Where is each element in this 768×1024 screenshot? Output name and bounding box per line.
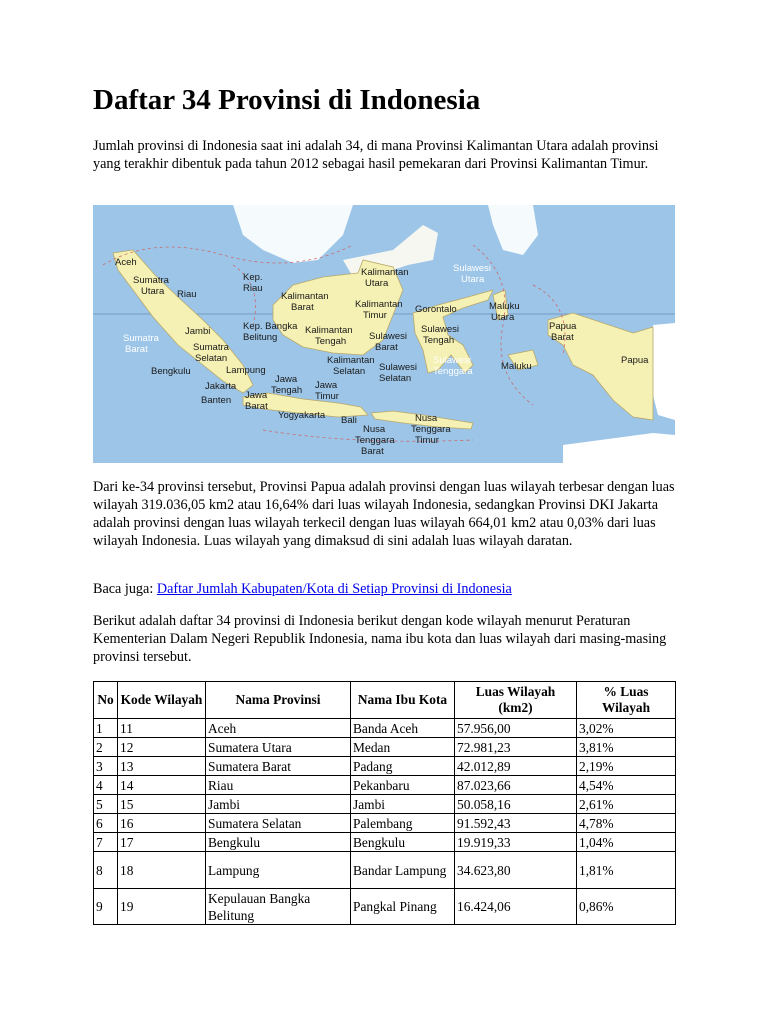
map-label-jabar: Jawa (245, 390, 268, 401)
cell-kode: 14 (118, 776, 206, 795)
cell-persen: 3,02% (577, 719, 676, 738)
cell-persen: 4,54% (577, 776, 676, 795)
map-label-ntb: Tenggara (355, 435, 395, 446)
map-label-aceh: Aceh (115, 257, 137, 268)
cell-nama: Jambi (206, 795, 351, 814)
cell-persen: 0,86% (577, 889, 676, 925)
map-label-ntt: Timur (415, 435, 439, 446)
map-label-ntb: Nusa (363, 424, 386, 435)
cell-luas: 57.956,00 (455, 719, 577, 738)
cell-persen: 1,04% (577, 833, 676, 852)
see-also-link[interactable]: Daftar Jumlah Kabupaten/Kota di Setiap Provinsi di Indonesia (156, 581, 512, 597)
header-kode: Kode Wilayah (118, 682, 206, 719)
cell-nama: Aceh (206, 719, 351, 738)
table-row (94, 889, 676, 925)
cell-kode: 17 (118, 833, 206, 852)
map-label-sumsel: Sumatra (193, 342, 229, 353)
map-label-kalteng: Kalimantan (305, 325, 353, 336)
map-label-kaltim: Timur (363, 310, 387, 321)
cell-luas: 16.424,06 (455, 889, 577, 925)
map-label-sultra: Sulawesi (433, 355, 472, 366)
map-label-riau: Riau (177, 289, 197, 300)
cell-no: 1 (94, 719, 118, 738)
table-header-row (94, 682, 676, 719)
map-label-sulut: Utara (461, 274, 485, 285)
map-label-kalbar: Barat (291, 302, 314, 313)
cell-no: 4 (94, 776, 118, 795)
map-label-sulbar: Barat (375, 342, 398, 353)
cell-no: 8 (94, 852, 118, 889)
cell-kode: 13 (118, 757, 206, 776)
map-label-malut: Utara (491, 312, 515, 323)
cell-ibukota: Pangkal Pinang (351, 889, 455, 925)
map-label-sumbar: Sumatra (123, 333, 159, 344)
cell-kode: 16 (118, 814, 206, 833)
area-paragraph: Dari ke-34 provinsi tersebut, Provinsi Papua adalah provinsi dengan luas wilayah terbesar dengan luas wilayah 319.036,05 km2 atau 16,64% dari luas wilayah Indonesia, sedangkan Provinsi DKI Jakarta adalah provinsi dengan luas wilayah terkecil dengan luas wilayah 664,01 km2 atau 0,03% dari luas wilayah Indonesia. Luas wilayah yang dimaksud di sini adalah luas wilayah daratan. (93, 479, 675, 549)
cell-ibukota: Palembang (351, 814, 455, 833)
map-label-maluku: Maluku (501, 361, 532, 372)
table-row (94, 757, 676, 776)
cell-persen: 3,81% (577, 738, 676, 757)
map-label-lampung: Lampung (226, 365, 266, 376)
page-title: Daftar 34 Provinsi di Indonesia (93, 84, 481, 116)
cell-ibukota: Pekanbaru (351, 776, 455, 795)
map-label-banten: Banten (201, 395, 232, 406)
cell-no: 7 (94, 833, 118, 852)
map-label-sulbar: Sulawesi (369, 331, 408, 342)
map-label-kaltim: Kalimantan (355, 299, 403, 310)
map-label-kalteng: Tengah (315, 336, 347, 347)
table-row (94, 719, 676, 738)
map-label-bengkulu: Bengkulu (151, 366, 191, 377)
map-label-kalbar: Kalimantan (281, 291, 329, 302)
indonesia-province-map (93, 205, 675, 463)
map-label-bali: Bali (341, 415, 357, 426)
cell-luas: 87.023,66 (455, 776, 577, 795)
map-label-ntb: Barat (361, 446, 384, 457)
cell-kode: 12 (118, 738, 206, 757)
map-label-yogyakarta: Yogyakarta (278, 410, 326, 421)
map-label-gorontalo: Gorontalo (415, 304, 457, 315)
cell-luas: 34.623,80 (455, 852, 577, 889)
cell-nama: Sumatera Selatan (206, 814, 351, 833)
cell-ibukota: Bengkulu (351, 833, 455, 852)
map-label-malut: Maluku (489, 301, 520, 312)
cell-nama: Sumatera Utara (206, 738, 351, 757)
cell-nama: Sumatera Barat (206, 757, 351, 776)
map-label-sultra: Tenggara (433, 366, 473, 377)
cell-persen: 4,78% (577, 814, 676, 833)
cell-luas: 91.592,43 (455, 814, 577, 833)
map-label-sumut: Sumatra (133, 275, 169, 286)
map-label-kepriau: Kep. (243, 272, 263, 283)
map-label-sumbar: Barat (125, 344, 148, 355)
cell-no: 3 (94, 757, 118, 776)
table-row (94, 814, 676, 833)
map-label-jakarta: Jakarta (205, 381, 237, 392)
map-label-jabar: Barat (245, 401, 268, 412)
map-label-sulut: Sulawesi (453, 263, 492, 274)
see-also-paragraph (93, 580, 675, 598)
map-label-sulteng: Tengah (423, 335, 455, 346)
header-no: No (94, 682, 118, 719)
cell-nama: Riau (206, 776, 351, 795)
map-label-kalsel: Selatan (333, 366, 366, 377)
cell-luas: 72.981,23 (455, 738, 577, 757)
cell-ibukota: Banda Aceh (351, 719, 455, 738)
header-persen: % Luas Wilayah (577, 682, 676, 719)
map-label-jatim: Jawa (315, 380, 338, 391)
cell-kode: 18 (118, 852, 206, 889)
cell-persen: 1,81% (577, 852, 676, 889)
map-label-papua: Papua (621, 355, 649, 366)
map-label-sulsel: Selatan (379, 373, 412, 384)
cell-no: 5 (94, 795, 118, 814)
table-row (94, 795, 676, 814)
map-label-sumsel: Selatan (195, 353, 228, 364)
map-label-sulsel: Sulawesi (379, 362, 418, 373)
map-label-jateng: Tengah (271, 385, 303, 396)
map-label-ntt: Nusa (415, 413, 438, 424)
table-row (94, 738, 676, 757)
cell-ibukota: Padang (351, 757, 455, 776)
table-row (94, 852, 676, 889)
list-intro-paragraph: Berikut adalah daftar 34 provinsi di Indonesia berikut dengan kode wilayah menurut Peraturan Kementerian Dalam Negeri Republik Indonesia, nama ibu kota dan luas wilayah dari masing-masing provinsi tersebut. (93, 613, 667, 665)
cell-ibukota: Medan (351, 738, 455, 757)
map-label-kepbb: Kep. Bangka (243, 321, 298, 332)
cell-nama: Bengkulu (206, 833, 351, 852)
cell-kode: 15 (118, 795, 206, 814)
map-label-papbar: Papua (549, 321, 577, 332)
see-also-prefix: Baca juga: (93, 581, 157, 597)
map-label-kalut: Utara (365, 278, 389, 289)
map-label-jatim: Timur (315, 391, 339, 402)
cell-kode: 11 (118, 719, 206, 738)
cell-persen: 2,61% (577, 795, 676, 814)
cell-no: 2 (94, 738, 118, 757)
header-nama: Nama Provinsi (206, 682, 351, 719)
cell-ibukota: Bandar Lampung (351, 852, 455, 889)
map-label-sumut: Utara (141, 286, 165, 297)
cell-ibukota: Jambi (351, 795, 455, 814)
cell-luas: 50.058,16 (455, 795, 577, 814)
map-label-papbar: Barat (551, 332, 574, 343)
province-table (93, 681, 676, 925)
cell-no: 9 (94, 889, 118, 925)
cell-luas: 42.012,89 (455, 757, 577, 776)
intro-paragraph: Jumlah provinsi di Indonesia saat ini adalah 34, di mana Provinsi Kalimantan Utara adalah provinsi yang terakhir dibentuk pada tahun 2012 sebagai hasil pemekaran dari Provinsi Kalimantan Timur. (93, 138, 659, 172)
map-label-jateng: Jawa (275, 374, 298, 385)
map-label-kepbb: Belitung (243, 332, 278, 343)
header-ibukota: Nama Ibu Kota (351, 682, 455, 719)
table-row (94, 776, 676, 795)
cell-nama: Kepulauan Bangka Belitung (206, 889, 351, 925)
header-luas: Luas Wilayah (km2) (455, 682, 577, 719)
table-row (94, 833, 676, 852)
map-label-ntt: Tenggara (411, 424, 451, 435)
cell-nama: Lampung (206, 852, 351, 889)
map-label-sulteng: Sulawesi (421, 324, 460, 335)
map-label-kalsel: Kalimantan (327, 355, 375, 366)
map-label-kalut: Kalimantan (361, 267, 409, 278)
cell-no: 6 (94, 814, 118, 833)
map-label-jambi: Jambi (185, 326, 211, 337)
cell-luas: 19.919,33 (455, 833, 577, 852)
cell-persen: 2,19% (577, 757, 676, 776)
map-label-kepriau: Riau (243, 283, 263, 294)
cell-kode: 19 (118, 889, 206, 925)
